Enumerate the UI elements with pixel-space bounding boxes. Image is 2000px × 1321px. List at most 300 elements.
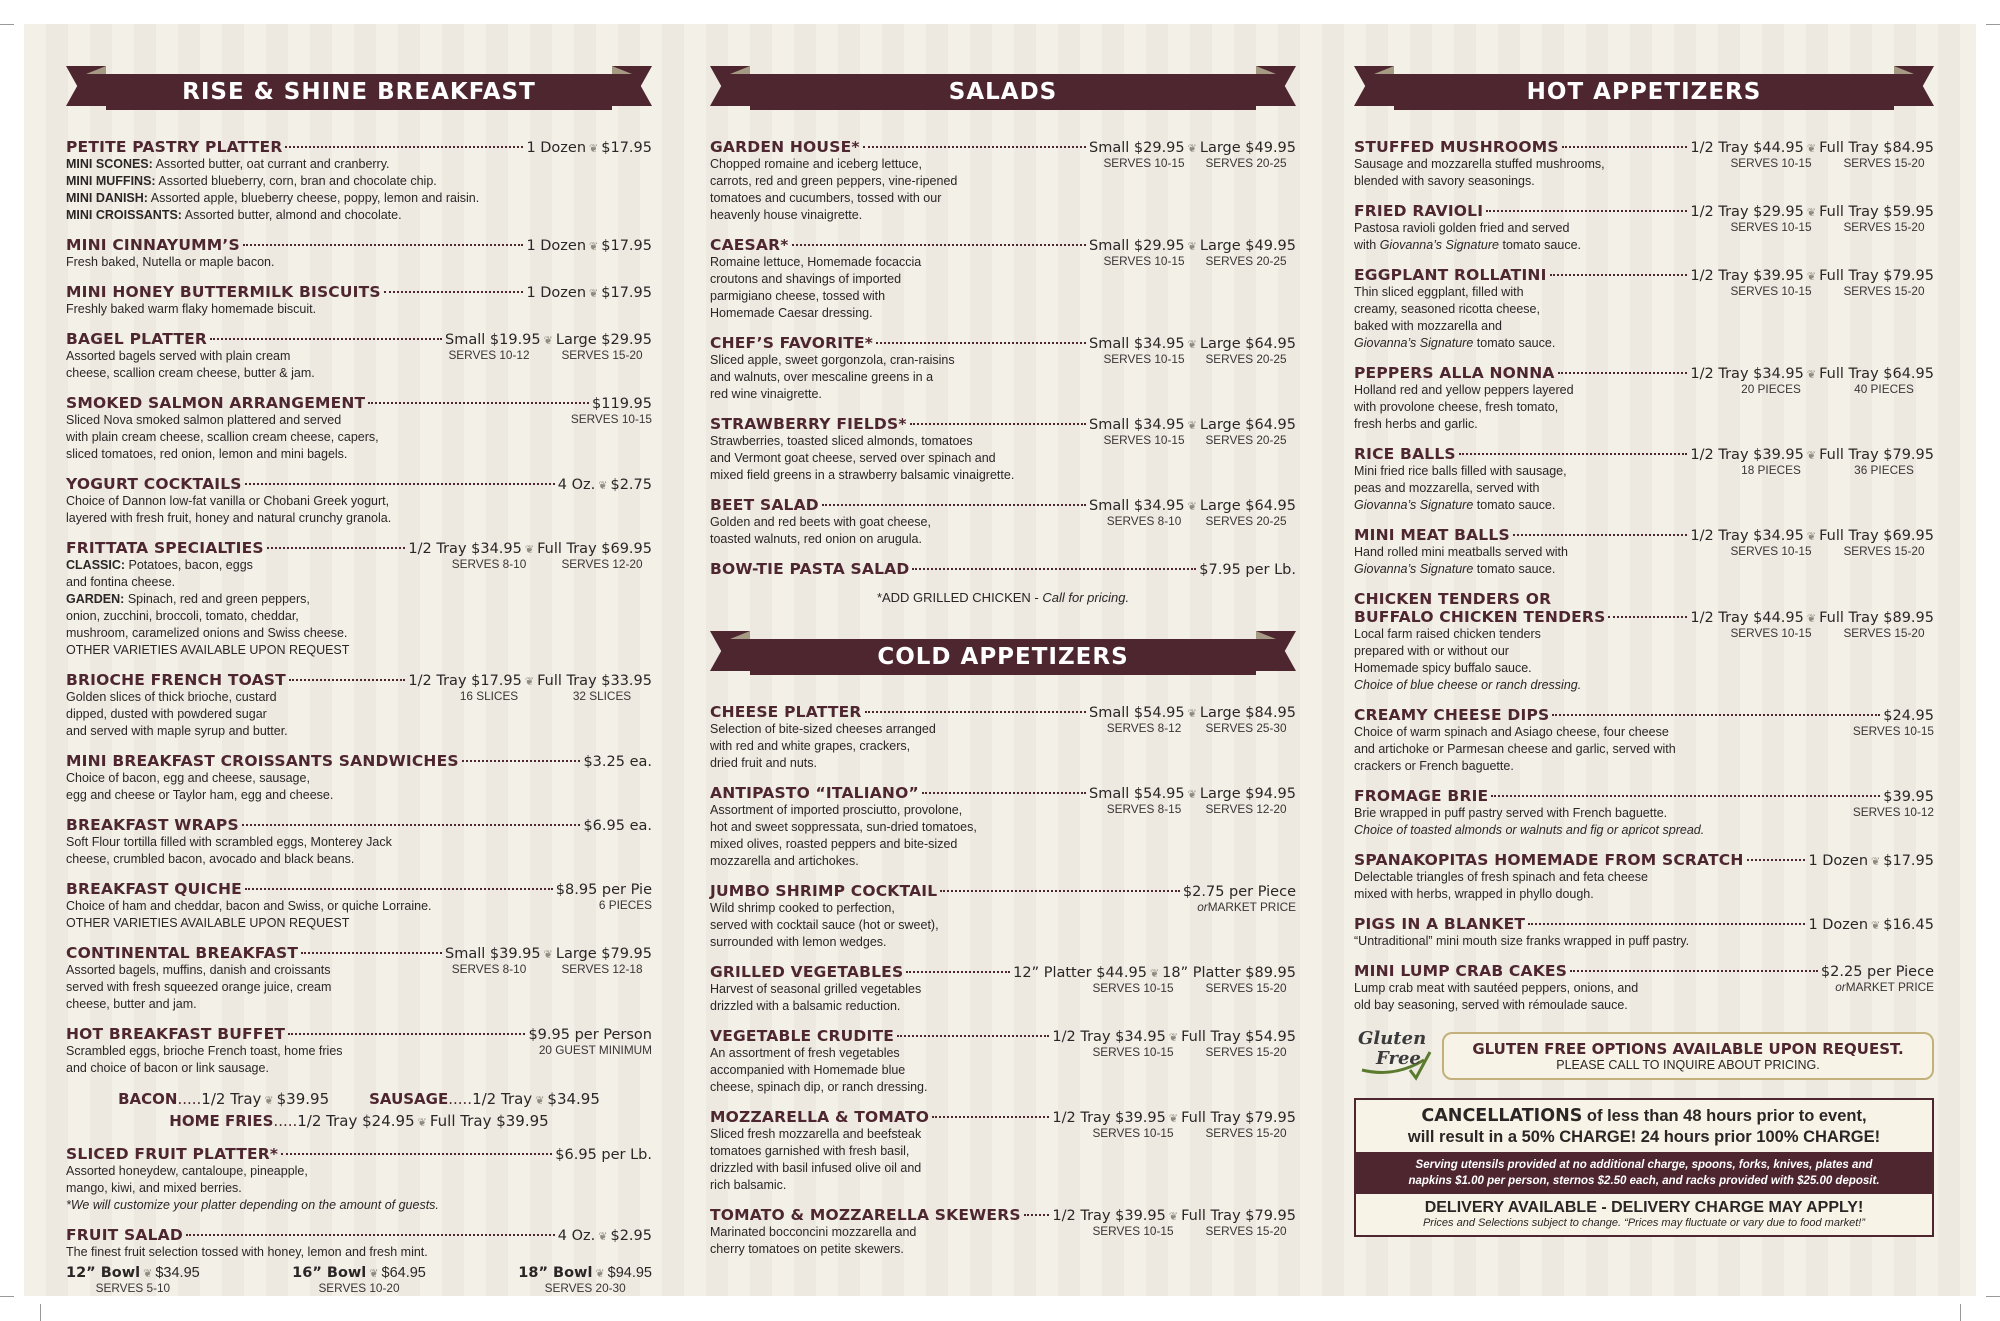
description-line	[710, 1160, 921, 1177]
item-body	[66, 301, 652, 318]
leader-dots	[288, 1033, 525, 1035]
text: Selection of bite-sized cheeses arranged	[710, 722, 936, 736]
price-option-1: Small $29.95	[1089, 140, 1185, 156]
description-line	[66, 1197, 439, 1214]
text: SERVES 15-20	[1205, 1045, 1287, 1059]
description-line	[1354, 318, 1555, 335]
bowl-option	[292, 1265, 426, 1295]
section-title: RISE & SHINE BREAKFAST	[106, 74, 612, 110]
text: cheese, spinach dip, or ranch dressing.	[710, 1080, 928, 1094]
description-line	[710, 386, 955, 403]
text: Spinach, red and green peppers,	[124, 592, 310, 606]
menu-item	[710, 703, 1296, 772]
item-price	[1052, 1110, 1296, 1126]
italic-text: Choice of toasted almonds or walnuts and fig or apricot spread.	[1354, 823, 1705, 837]
text: toasted walnuts, red onion on arugula.	[710, 532, 922, 546]
gluten-free-logo-text: Free	[1376, 1048, 1421, 1069]
text: served with cocktail sauce (hot or sweet),	[710, 918, 939, 932]
bacon-qty: 1/2 Tray	[201, 1090, 262, 1108]
leaf-icon: ❦	[1806, 530, 1817, 543]
description-line	[710, 271, 921, 288]
serving-info	[1708, 220, 1934, 254]
text: mixed with herbs, wrapped in phyllo dough.	[1354, 887, 1594, 901]
leader-dots	[1562, 146, 1688, 148]
item-header	[710, 496, 1296, 514]
description-line	[1354, 626, 1581, 643]
description-line	[710, 156, 957, 173]
item-price	[592, 396, 652, 412]
leaf-icon: ❦	[1187, 788, 1197, 801]
serves-option-1: SERVES 10-15	[1103, 254, 1185, 268]
item-header	[66, 394, 652, 412]
italic-text: or	[1197, 900, 1208, 914]
bowl-line	[66, 1265, 200, 1281]
text: drizzled with basil infused olive oil and	[710, 1161, 922, 1175]
section-banner	[710, 627, 1296, 675]
section-title: SALADS	[750, 74, 1256, 110]
item-description	[710, 900, 939, 951]
item-header	[1354, 787, 1934, 805]
description-line	[710, 467, 1014, 484]
item-description	[66, 1043, 343, 1077]
serving-info	[1853, 724, 1934, 775]
text: Choice of ham and cheddar, bacon and Swiss, or quiche Lorraine.	[66, 899, 432, 913]
item-name: CAESAR*	[710, 236, 789, 254]
description-line	[66, 429, 379, 446]
crop-mark	[0, 24, 14, 25]
description-line	[66, 412, 379, 429]
item-name-line1: CHICKEN TENDERS OR	[1354, 590, 1552, 608]
item-price	[1089, 140, 1296, 156]
crop-mark	[40, 1304, 41, 1321]
description-line	[710, 1126, 921, 1143]
description-line	[710, 853, 977, 870]
description-line	[66, 493, 391, 510]
serving-info	[1708, 284, 1934, 352]
description-line	[1354, 301, 1555, 318]
sausage-price: $34.95	[547, 1090, 600, 1108]
item-name: BREAKFAST WRAPS	[66, 816, 239, 834]
price-option-1: 1/2 Tray $44.95	[1690, 610, 1804, 626]
description-line	[1354, 416, 1574, 433]
text: Local farm raised chicken tenders	[1354, 627, 1541, 641]
text: “Untraditional” mini mouth size franks wrapped in puff pastry.	[1354, 934, 1690, 948]
item-price	[1199, 562, 1296, 578]
text: Sliced fresh mozzarella and beefsteak	[710, 1127, 922, 1141]
menu-item	[66, 880, 652, 932]
price-option-2: Full Tray $79.95	[1181, 1110, 1296, 1126]
crop-mark	[0, 1296, 14, 1297]
description-line	[66, 173, 479, 190]
item-name: STUFFED MUSHROOMS	[1354, 138, 1559, 156]
description-line	[1354, 544, 1568, 561]
item-body	[710, 721, 1296, 772]
menu-item	[66, 752, 652, 804]
item-header	[1354, 706, 1934, 724]
leaf-icon: ❦	[1187, 142, 1197, 155]
text: SERVES 15-20	[1843, 544, 1925, 558]
item-description	[710, 981, 921, 1015]
label: MINI MUFFINS:	[66, 174, 156, 188]
leaf-icon: ❦	[369, 1268, 379, 1280]
price-option-1: 1/2 Tray $34.95	[1690, 366, 1804, 382]
leader-dots	[384, 291, 524, 293]
item-header	[710, 703, 1296, 721]
text: creamy, seasoned ricotta cheese,	[1354, 302, 1540, 316]
serves-option-2	[1197, 900, 1296, 951]
text: cheese, crumbled bacon, avocado and black beans.	[66, 852, 355, 866]
item-body	[1354, 933, 1934, 950]
bowl-sizes	[66, 1265, 652, 1295]
description-line	[66, 723, 288, 740]
bowl-line	[292, 1265, 426, 1281]
text: tomatoes and cucumbers, tossed with our	[710, 191, 942, 205]
text: dipped, dusted with powdered sugar	[66, 707, 267, 721]
item-body	[1354, 284, 1934, 352]
item-header	[710, 882, 1296, 900]
description-line	[710, 207, 957, 224]
description-line	[710, 1079, 928, 1096]
leaf-icon: ❦	[143, 1268, 153, 1280]
item-body	[710, 514, 1296, 548]
item-description	[66, 1244, 428, 1261]
price-option-1: 1/2 Tray $39.95	[1052, 1110, 1166, 1126]
item-price	[1883, 789, 1934, 805]
text: tomato sauce.	[1473, 336, 1556, 350]
text: An assortment of fresh vegetables	[710, 1046, 900, 1060]
text: tomato sauce.	[1473, 562, 1556, 576]
item-body	[66, 962, 652, 1013]
item-body	[710, 802, 1296, 870]
item-header	[66, 944, 652, 962]
description-line	[66, 301, 316, 318]
leaf-icon: ❦	[1187, 500, 1197, 513]
item-header	[710, 236, 1296, 254]
description-line	[710, 1224, 916, 1241]
price-option-1: 1 Dozen	[526, 140, 587, 156]
serving-info	[539, 1043, 652, 1077]
item-price	[1690, 204, 1934, 220]
item-header	[1354, 202, 1934, 220]
description-line	[66, 962, 331, 979]
text: Assorted honeydew, cantaloupe, pineapple,	[66, 1164, 308, 1178]
leaf-icon: ❦	[535, 1094, 545, 1107]
text: 20 GUEST MINIMUM	[538, 1043, 652, 1057]
item-name: ANTIPASTO “ITALIANO”	[710, 784, 919, 802]
menu-item	[66, 816, 652, 868]
description-line	[66, 625, 349, 642]
leaf-icon: ❦	[1871, 855, 1881, 868]
item-header	[66, 539, 652, 557]
price-option-1: 1 Dozen	[1808, 917, 1869, 933]
text: Sausage and mozzarella stuffed mushrooms,	[1354, 157, 1605, 171]
menu-item	[710, 334, 1296, 403]
price-option-2: Full Tray $64.95	[1819, 366, 1934, 382]
serving-info	[426, 348, 652, 382]
serves-option-2	[1834, 382, 1934, 433]
item-description	[710, 1126, 921, 1194]
text: SERVES 15-20	[561, 348, 643, 362]
item-description	[66, 898, 432, 932]
leader-dots	[368, 402, 589, 404]
item-name: STRAWBERRY FIELDS*	[710, 415, 907, 433]
leader-dots	[267, 547, 406, 549]
text: onion, zucchini, broccoli, tomato, cheddar,	[66, 609, 299, 623]
price-option-1: Small $54.95	[1089, 786, 1185, 802]
description-line	[66, 608, 349, 625]
item-name: CHEF’S FAVORITE*	[710, 334, 874, 352]
serving-info	[1708, 156, 1934, 190]
description-line	[1354, 284, 1555, 301]
section-title: HOT APPETIZERS	[1394, 74, 1894, 110]
delivery-info	[1356, 1194, 1932, 1235]
item-header	[66, 475, 652, 493]
item-header	[710, 1027, 1296, 1045]
leaf-icon: ❦	[1806, 270, 1817, 283]
item-body	[66, 412, 652, 463]
description-line	[66, 156, 479, 173]
text: Assorted blueberry, corn, bran and chocolate chip.	[155, 174, 437, 188]
item-body	[710, 156, 1296, 224]
item-body	[1354, 980, 1934, 1014]
leaf-icon: ❦	[1806, 206, 1817, 219]
item-price	[583, 754, 652, 770]
leader-dots	[281, 1153, 552, 1155]
serving-info	[1092, 802, 1296, 870]
note-italic: Call for pricing.	[1042, 590, 1130, 605]
side-line-1: BACON.....1/2 Tray ❦ $39.95 SAUSAGE.....1/2 Tray ❦ $34.95	[118, 1090, 600, 1108]
description-line	[66, 348, 315, 365]
serves-option-2	[1835, 980, 1934, 1014]
bowl-price: $34.95	[155, 1265, 200, 1281]
text: and artichoke or Parmesan cheese and garlic, served with	[1354, 742, 1676, 756]
leaf-icon: ❦	[1168, 1210, 1179, 1223]
price-option-2: $2.75 per Piece	[1182, 884, 1296, 900]
item-description	[710, 1045, 928, 1096]
item-name: PETITE PASTRY PLATTER	[66, 138, 283, 156]
text: with provolone cheese, fresh tomato,	[1354, 400, 1559, 414]
italic-text: *We will customize your platter depending on the amount of guests.	[66, 1198, 439, 1212]
item-description	[1354, 382, 1574, 433]
item-body	[66, 254, 652, 271]
text: Golden slices of thick brioche, custard	[66, 690, 277, 704]
serving-info	[1070, 1126, 1296, 1194]
item-body	[710, 1126, 1296, 1194]
menu-item	[710, 415, 1296, 484]
leader-dots	[1550, 274, 1688, 276]
cancellation-policy	[1354, 1098, 1934, 1237]
item-body	[1354, 220, 1934, 254]
item-body	[1354, 626, 1934, 694]
text: SERVES 20-25	[1205, 156, 1287, 170]
text: SERVES 15-20	[1205, 1224, 1287, 1238]
item-name: JUMBO SHRIMP COCKTAIL	[710, 882, 938, 900]
leaf-icon: ❦	[524, 675, 535, 688]
leader-dots	[910, 423, 1086, 425]
description-line	[1354, 869, 1648, 886]
item-header	[710, 334, 1296, 352]
price-option-1: 1 Dozen	[526, 285, 587, 301]
description-line	[1354, 822, 1704, 839]
item-body	[66, 1244, 652, 1261]
description-line	[66, 207, 479, 224]
description-line	[710, 981, 921, 998]
item-body	[710, 1045, 1296, 1096]
leaf-icon: ❦	[595, 1268, 605, 1280]
serves-option-1: SERVES 10-12	[448, 348, 530, 362]
text: SERVES 20-25	[1205, 352, 1287, 366]
leader-dots	[289, 679, 406, 681]
price-option-1: 4 Oz.	[557, 1228, 596, 1244]
menu-item	[1354, 138, 1934, 190]
description-line	[1354, 237, 1581, 254]
item-price	[1690, 140, 1934, 156]
text: Freshly baked warm flaky homemade biscuit.	[66, 302, 317, 316]
text: SERVES 12-18	[561, 962, 643, 976]
menu-item	[710, 138, 1296, 224]
serving-info	[599, 898, 652, 932]
bowl-option	[66, 1265, 200, 1295]
price-option-1: 1/2 Tray $34.95	[1052, 1029, 1166, 1045]
text: prepared with or without our	[1354, 644, 1509, 658]
text: heavenly house vinaigrette.	[710, 208, 863, 222]
leader-dots	[1024, 1214, 1050, 1216]
description-line	[66, 979, 331, 996]
serves-option-1: SERVES 8-10	[1106, 514, 1182, 528]
text: fresh herbs and garlic.	[1354, 417, 1478, 431]
item-name: MINI BREAKFAST CROISSANTS SANDWICHES	[66, 752, 459, 770]
item-body	[710, 1224, 1296, 1258]
text: SERVES 20-25	[1205, 433, 1287, 447]
item-header	[66, 1145, 652, 1163]
description-line	[710, 352, 955, 369]
breakfast-column	[66, 62, 652, 1295]
description-line	[710, 1045, 928, 1062]
menu-item	[66, 539, 652, 659]
gluten-free-subtitle: PLEASE CALL TO INQUIRE ABOUT PRICING.	[1556, 1058, 1820, 1072]
item-description	[710, 721, 936, 772]
leader-dots	[876, 342, 1086, 344]
text: sliced tomatoes, red onion, lemon and mini bagels.	[66, 447, 348, 461]
hot-appetizers-column	[1354, 62, 1934, 1237]
bowl-serves: SERVES 20-30	[544, 1281, 626, 1295]
text: crackers or French baguette.	[1354, 759, 1514, 773]
text: Golden and red beets with goat cheese,	[710, 515, 931, 529]
price-option-1: 12” Platter $44.95	[1013, 965, 1147, 981]
description-line	[1354, 886, 1648, 903]
text: Mini fried rice balls filled with sausage,	[1354, 464, 1567, 478]
menu-item	[66, 1025, 652, 1077]
item-price	[526, 285, 652, 301]
serving-info	[1708, 626, 1934, 694]
description-line	[1354, 382, 1574, 399]
description-line	[1354, 805, 1704, 822]
description-line	[710, 1177, 921, 1194]
item-price	[408, 673, 652, 689]
price-option-1: 1/2 Tray $34.95	[408, 541, 522, 557]
menu-item	[66, 330, 652, 382]
item-description	[66, 770, 333, 804]
item-header	[1354, 266, 1934, 284]
leaf-icon: ❦	[1806, 449, 1817, 462]
description-line	[66, 915, 432, 932]
text: SERVES 10-12	[1852, 805, 1934, 819]
item-price	[1089, 498, 1296, 514]
text: Potatoes, bacon, eggs	[125, 558, 253, 572]
description-line	[66, 446, 379, 463]
item-price	[1089, 417, 1296, 433]
leaf-icon: ❦	[524, 543, 535, 556]
item-name: FROMAGE BRIE	[1354, 787, 1489, 805]
serving-info	[426, 962, 652, 1013]
text: accompanied with Homemade blue	[710, 1063, 906, 1077]
cancellation-line-1	[1362, 1106, 1926, 1127]
text: OTHER VARIETIES AVAILABLE UPON REQUEST	[66, 916, 350, 930]
serves-option-2	[1853, 724, 1934, 775]
text: 40 PIECES	[1854, 382, 1914, 396]
item-description	[710, 254, 921, 322]
item-name: BAGEL PLATTER	[66, 330, 208, 348]
description-line	[66, 706, 288, 723]
italic-text: Choice of blue cheese or ranch dressing.	[1354, 678, 1582, 692]
serves-option-1: 16 SLICES	[459, 689, 519, 703]
item-body	[66, 834, 652, 868]
item-price	[555, 1147, 652, 1163]
item-header	[66, 138, 652, 156]
price-option-2: Full Tray $79.95	[1181, 1208, 1296, 1224]
text: layered with fresh fruit, honey and natural crunchy granola.	[66, 511, 392, 525]
price-option-2: $17.95	[601, 140, 652, 156]
serves-option-2	[1196, 802, 1296, 870]
crop-mark	[1986, 24, 2000, 25]
text: Choice of bacon, egg and cheese, sausage,	[66, 771, 310, 785]
leader-dots	[912, 568, 1196, 570]
menu-item	[66, 138, 652, 224]
menu-item	[710, 784, 1296, 870]
serving-info	[426, 689, 652, 740]
text: blended with savory seasonings.	[1354, 174, 1535, 188]
leader-dots	[245, 483, 555, 485]
item-header	[66, 283, 652, 301]
description-line	[1354, 335, 1555, 352]
description-line	[1354, 156, 1605, 173]
item-description	[66, 412, 379, 463]
menu-item	[1354, 266, 1934, 352]
leaf-icon: ❦	[1187, 707, 1197, 720]
label: MINI CROISSANTS:	[66, 208, 182, 222]
item-body	[66, 770, 652, 804]
item-price	[1690, 366, 1934, 382]
text: drizzled with a balsamic reduction.	[710, 999, 901, 1013]
leaf-icon: ❦	[589, 240, 599, 253]
leader-dots	[863, 146, 1086, 148]
item-header	[710, 784, 1296, 802]
description-line	[710, 173, 957, 190]
text: croutons and shavings of imported	[710, 272, 902, 286]
description-line	[66, 1060, 343, 1077]
text: Hand rolled mini meatballs served with	[1354, 545, 1568, 559]
item-description	[66, 254, 274, 271]
item-price	[408, 541, 652, 557]
item-name: PIGS IN A BLANKET	[1354, 915, 1526, 933]
text: cheese, butter and jam.	[66, 997, 197, 1011]
serves-option-1: SERVES 10-15	[1092, 1045, 1174, 1059]
item-description	[710, 156, 957, 224]
serves-option-2	[1196, 352, 1296, 403]
text: old bay seasoning, served with rémoulade sauce.	[1354, 998, 1628, 1012]
serves-option-2	[1196, 514, 1296, 548]
text: Soft Flour tortilla filled with scrambled eggs, Monterey Jack	[66, 835, 392, 849]
